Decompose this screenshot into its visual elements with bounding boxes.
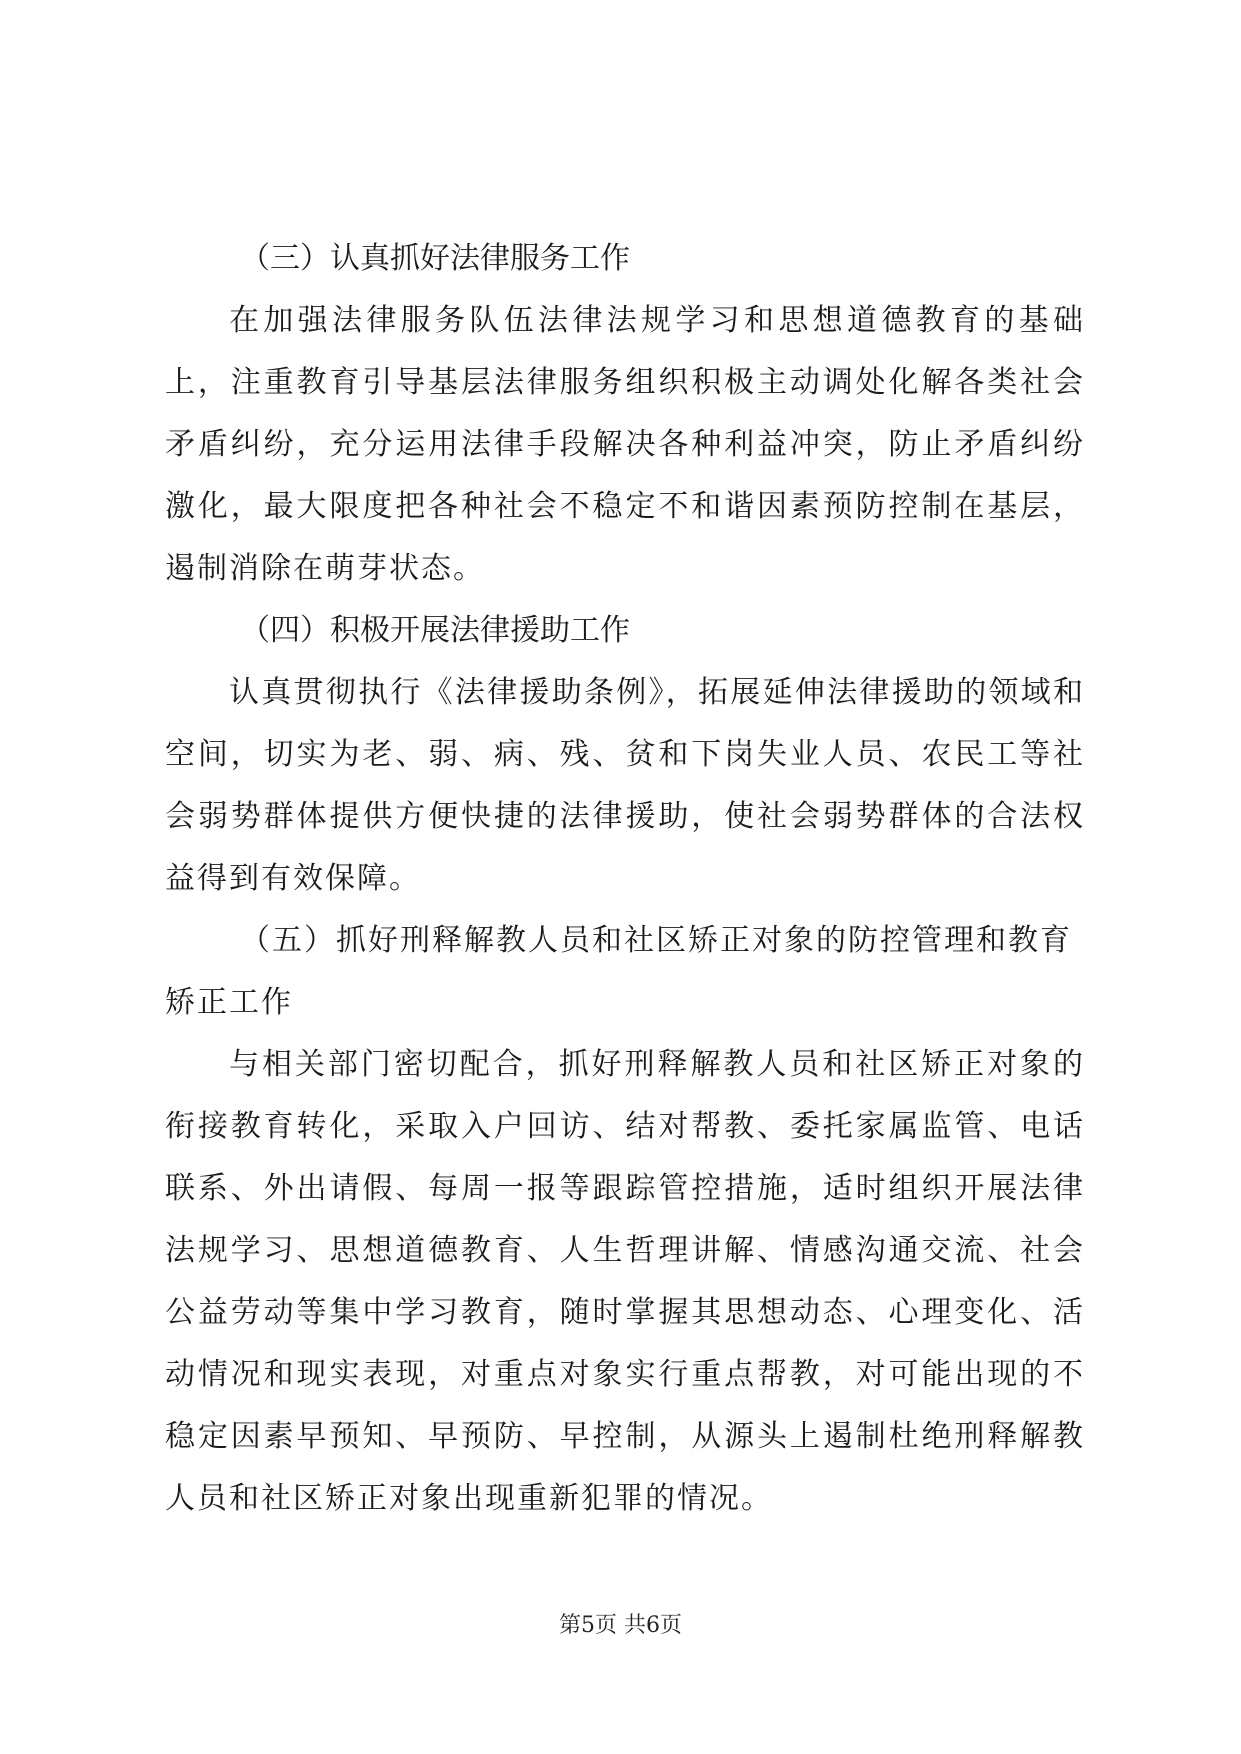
- section-heading-3: （三）认真抓好法律服务工作: [240, 241, 630, 276]
- document-body: [165, 228, 1085, 1530]
- section-paragraph-4: 认真贯彻执行《法律援助条例》，拓展延伸法律援助的领域和空间，切实为老、弱、病、残、贫和下岗失业人员、农民工等社会弱势群体提供方便快捷的法律援助，使社会弱势群体的合法权益得到有效保障。: [165, 675, 1085, 896]
- page-footer: 第5页 共6页: [559, 1613, 682, 1638]
- section-paragraph-3: 在加强法律服务队伍法律法规学习和思想道德教育的基础上，注重教育引导基层法律服务组织积极主动调处化解各类社会矛盾纠纷，充分运用法律手段解决各种利益冲突，防止矛盾纠纷激化，最大限度把各种社会不稳定不和谐因素预防控制在基层，遏制消除在萌芽状态。: [165, 303, 1085, 586]
- section-paragraph-5: 与相关部门密切配合，抓好刑释解教人员和社区矫正对象的衔接教育转化，采取入户回访、结对帮教、委托家属监管、电话联系、外出请假、每周一报等跟踪管控措施，适时组织开展法律法规学习、思想道德教育、人生哲理讲解、情感沟通交流、社会公益劳动等集中学习教育，随时掌握其思想动态、心理变化、活动情况和现实表现，对重点对象实行重点帮教，对可能出现的不稳定因素早预知、早预防、早控制，从源头上遏制杜绝刑释解教人员和社区矫正对象出现重新犯罪的情况。: [165, 1047, 1085, 1516]
- section-heading-4: （四）积极开展法律援助工作: [240, 613, 630, 648]
- section-heading-5: （五）抓好刑释解教人员和社区矫正对象的防控管理和教育矫正工作: [165, 923, 1072, 1020]
